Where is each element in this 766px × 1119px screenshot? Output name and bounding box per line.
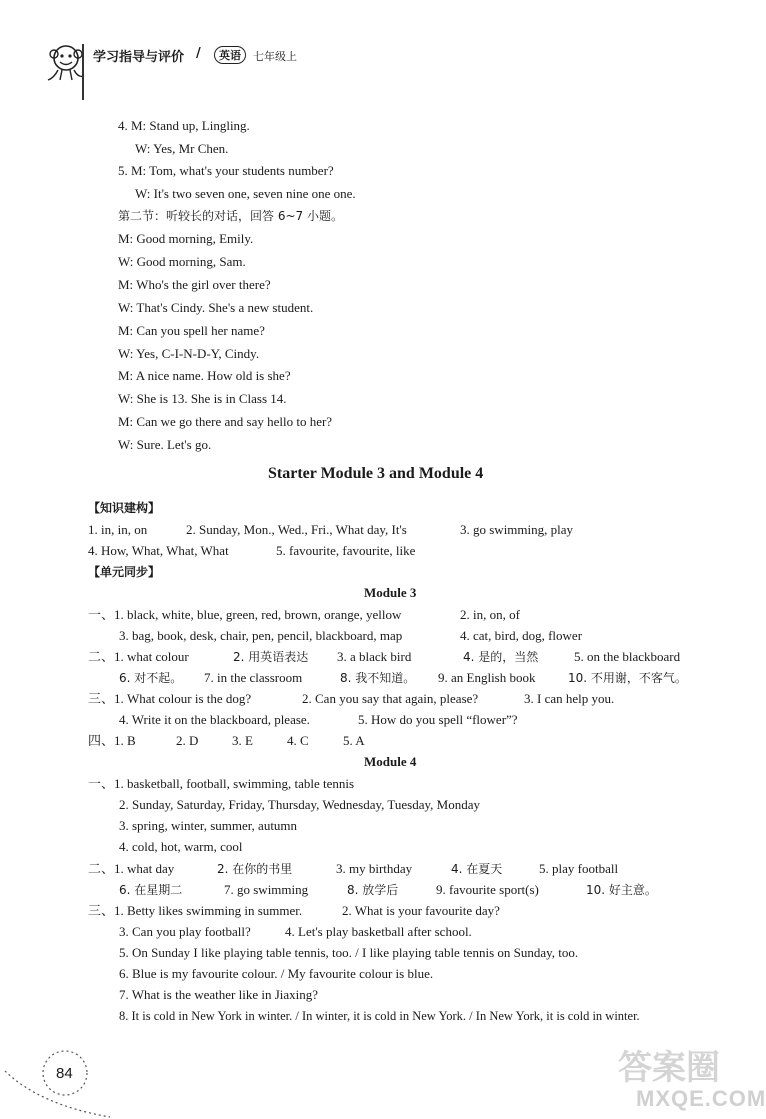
knowledge-item: 5. favourite, favourite, like	[276, 543, 416, 558]
knowledge-item: 3. go swimming, play	[460, 522, 574, 537]
dialog-line: M: Who's the girl over there?	[118, 277, 271, 292]
answer-item: 2. D	[176, 733, 199, 748]
answer-item: 8. It is cold in New York in winter. / In winter, it is cold in New York. / In New York, it is cold in winter.	[119, 1009, 640, 1023]
answer-item: 5. play football	[539, 861, 619, 876]
watermark-text: 答案圈	[618, 1048, 720, 1088]
answer-item: 4. cold, hot, warm, cool	[119, 839, 243, 854]
answer-item: 2. in, on, of	[460, 607, 520, 622]
answer-item: 6. Blue is my favourite colour. / My favourite colour is blue.	[119, 966, 434, 981]
answer-item: 3. a black bird	[337, 649, 412, 664]
answer-item: 2. Can you say that again, please?	[302, 691, 479, 706]
answer-item: 3. spring, winter, summer, autumn	[119, 818, 298, 833]
subject-badge: 英语	[214, 46, 246, 64]
section-instruction: 第二节：听较长的对话，回答 6~7 小题。	[118, 209, 343, 223]
dialog-line: W: Yes, C-I-N-D-Y, Cindy.	[118, 346, 260, 361]
answer-item: 8. 放学后	[347, 883, 399, 897]
answer-item: 4. C	[287, 733, 309, 748]
answer-item: 4. Let's play basketball after school.	[285, 924, 472, 939]
dialog-line: W: Good morning, Sam.	[118, 254, 246, 269]
answer-item: 7. What is the weather like in Jiaxing?	[119, 987, 319, 1002]
answer-item: 2. Sunday, Saturday, Friday, Thursday, Wednesday, Tuesday, Monday	[119, 797, 480, 812]
answer-item: 二、1. what colour	[88, 649, 189, 664]
answer-item: 10. 好主意。	[586, 883, 657, 897]
knowledge-item: 1. in, in, on	[88, 522, 148, 537]
answer-item: 5. On Sunday I like playing table tennis, too. / I like playing table tennis on Sunday, too.	[119, 945, 579, 960]
dialog-line: W: Yes, Mr Chen.	[135, 141, 229, 156]
answer-item: 7. go swimming	[224, 882, 309, 897]
page-number: 84	[56, 1065, 73, 1082]
answer-item: 5. How do you spell “flower”?	[358, 712, 518, 727]
answer-item: 6. 在星期二	[119, 883, 183, 897]
answer-item: 7. in the classroom	[204, 670, 303, 685]
answer-item: 9. favourite sport(s)	[436, 882, 539, 897]
answer-item: 10. 不用谢，不客气。	[568, 671, 687, 685]
answer-item: 2. What is your favourite day?	[342, 903, 500, 918]
unit-sync-label: 【单元同步】	[88, 565, 161, 579]
dialog-line: 5. M: Tom, what's your students number?	[118, 163, 334, 178]
answer-item: 2. 用英语表达	[233, 650, 309, 664]
dialog-line: W: She is 13. She is in Class 14.	[118, 391, 287, 406]
knowledge-item: 2. Sunday, Mon., Wed., Fri., What day, It's	[186, 522, 407, 537]
answer-item: 二、1. what day	[88, 861, 175, 876]
answer-item: 5. on the blackboard	[574, 649, 681, 664]
answer-item: 3. bag, book, desk, chair, pen, pencil, blackboard, map	[119, 628, 403, 643]
answer-item: 3. Can you play football?	[119, 924, 251, 939]
answer-item: 3. I can help you.	[524, 691, 615, 706]
dialog-line: 4. M: Stand up, Lingling.	[118, 118, 250, 133]
answer-item: 一、1. basketball, football, swimming, table tennis	[88, 776, 355, 791]
answer-item: 四、1. B	[88, 733, 136, 748]
book-title: 学习指导与评价	[93, 50, 185, 65]
grade-label: 七年级上	[253, 50, 297, 63]
dialog-line: W: That's Cindy. She's a new student.	[118, 300, 314, 315]
dialog-line: M: Can you spell her name?	[118, 323, 265, 338]
answer-item: 4. cat, bird, dog, flower	[460, 628, 583, 643]
dialog-line: M: A nice name. How old is she?	[118, 368, 291, 383]
dialog-line: W: It's two seven one, seven nine one one.	[135, 186, 356, 201]
answer-item: 3. E	[232, 733, 253, 748]
answer-item: 8. 我不知道。	[340, 671, 416, 685]
module4-title: Module 4	[364, 754, 417, 769]
answer-item: 2. 在你的书里	[217, 862, 293, 876]
knowledge-label: 【知识建构】	[88, 501, 161, 515]
knowledge-item: 4. How, What, What, What	[88, 543, 229, 558]
header-slash: /	[196, 46, 201, 61]
answer-item: 9. an English book	[438, 670, 536, 685]
dialog-line: M: Good morning, Emily.	[118, 231, 254, 246]
answer-item: 三、1. Betty likes swimming in summer.	[88, 903, 303, 918]
answer-item: 一、1. black, white, blue, green, red, brown, orange, yellow	[88, 607, 402, 622]
answer-item: 4. 在夏天	[451, 862, 503, 876]
page-number-decoration	[0, 1035, 170, 1119]
answer-item: 4. 是的，当然	[463, 650, 539, 664]
answer-item: 5. A	[343, 733, 365, 748]
answer-item: 3. my birthday	[336, 861, 413, 876]
dialog-line: M: Can we go there and say hello to her?	[118, 414, 333, 429]
answer-item: 6. 对不起。	[119, 671, 183, 685]
answer-item: 三、1. What colour is the dog?	[88, 691, 252, 706]
module3-title: Module 3	[364, 585, 417, 600]
watermark-url: MXQE.COM	[636, 1086, 766, 1111]
answer-item: 4. Write it on the blackboard, please.	[119, 712, 310, 727]
section-title: Starter Module 3 and Module 4	[268, 465, 484, 482]
dialog-line: W: Sure. Let's go.	[118, 437, 212, 452]
header-divider	[82, 44, 84, 100]
